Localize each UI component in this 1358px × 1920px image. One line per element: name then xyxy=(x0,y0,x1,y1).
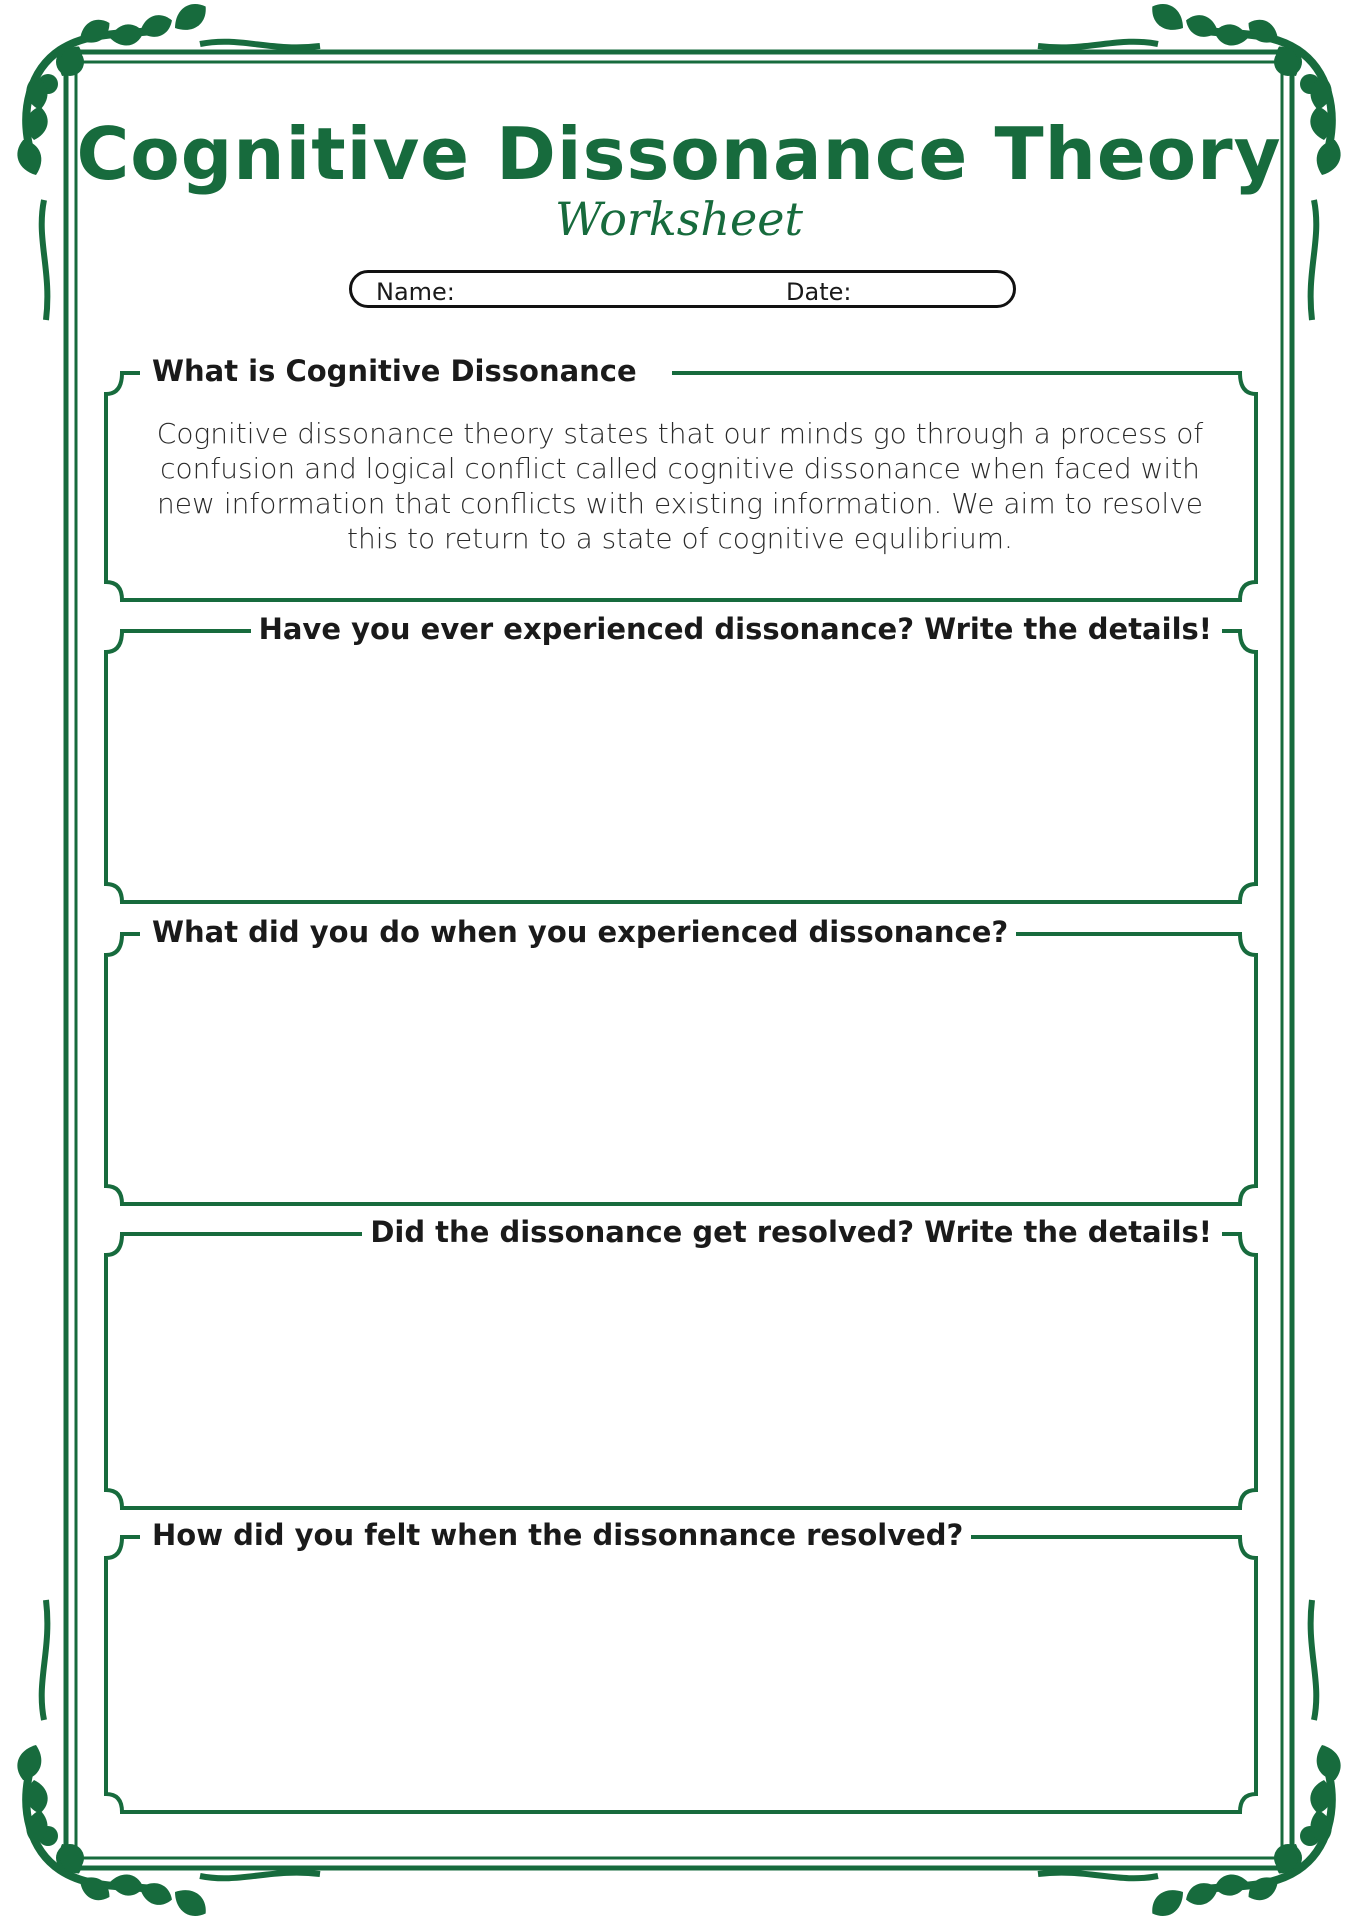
section-heading-experienced: Have you ever experienced dissonance? Write the details! xyxy=(251,615,1220,644)
section-heading-resolved: Did the dissonance get resolved? Write the details! xyxy=(362,1218,1220,1247)
section-heading-what-did-you-do: What did you do when you experienced dissonance? xyxy=(144,918,1016,947)
page-title: Cognitive Dissonance Theory xyxy=(76,112,1282,196)
answer-area-resolved[interactable] xyxy=(112,1262,1250,1500)
answer-area-what-did-you-do[interactable] xyxy=(112,962,1250,1198)
name-label: Name: xyxy=(376,278,455,306)
section-heading-what-is: What is Cognitive Dissonance xyxy=(144,357,645,386)
section-body-definition: Cognitive dissonance theory states that our minds go through a process of confusion and logical conflict called cognitive dissonance when faced with new information that conflicts with existing information. We aim to resolve this to return to a state of cognitive equlibrium. xyxy=(156,417,1204,555)
section-heading-how-felt: How did you felt when the dissonnance resolved? xyxy=(144,1521,971,1550)
answer-area-experienced[interactable] xyxy=(112,660,1250,896)
answer-area-how-felt[interactable] xyxy=(112,1566,1250,1804)
name-date-bar[interactable] xyxy=(349,270,1016,308)
page-subtitle: Worksheet xyxy=(555,192,803,246)
date-label: Date: xyxy=(786,278,852,306)
